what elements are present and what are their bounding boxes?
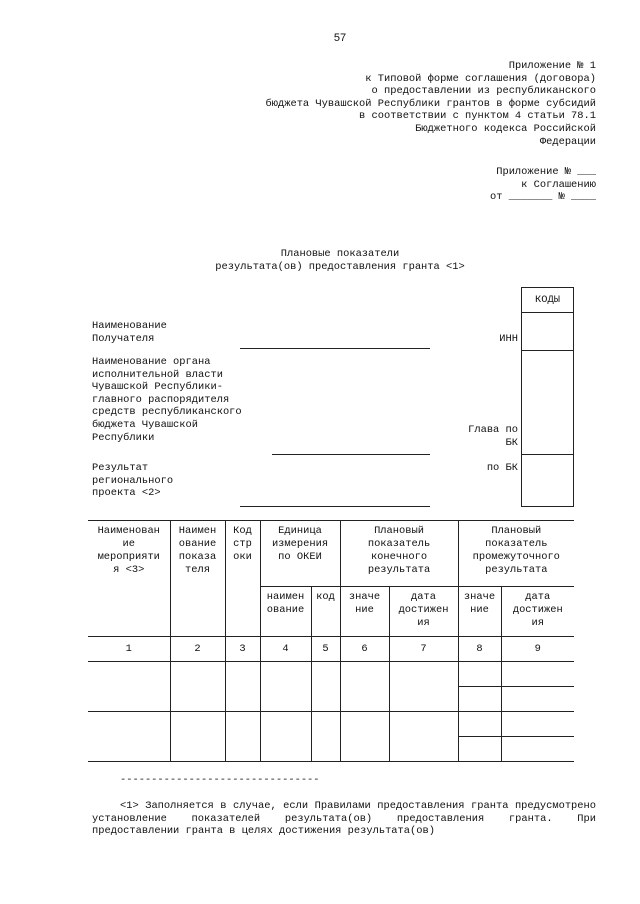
table-cell[interactable]: [225, 662, 260, 712]
label-line: Республики: [92, 431, 155, 444]
table-cell[interactable]: [458, 737, 501, 762]
document-title: [160, 248, 520, 273]
appendix-line: к Типовой форме соглашения (договора): [365, 72, 596, 85]
header-line: показа: [178, 551, 217, 563]
header-line: Единица: [278, 525, 322, 537]
by-bk-label: по БК: [486, 462, 518, 474]
header-line: показатель: [485, 538, 548, 550]
footnote-1: [92, 800, 596, 838]
table-cell[interactable]: [170, 712, 225, 762]
header-line: Плановый: [491, 525, 542, 537]
header-row-code: [225, 521, 260, 637]
table-cell[interactable]: [340, 662, 389, 712]
appendix-line: Приложение № 1: [508, 60, 596, 72]
table-cell[interactable]: [501, 687, 574, 712]
column-number: 7: [389, 637, 458, 662]
header-line: ие: [122, 538, 135, 550]
table-cell[interactable]: [260, 662, 311, 712]
codes-header: КОДЫ: [535, 294, 560, 306]
column-number: 2: [170, 637, 225, 662]
header-line: ия: [417, 617, 430, 629]
column-number: 3: [225, 637, 260, 662]
label-line: проекта <2>: [92, 487, 161, 500]
column-number: 9: [501, 637, 574, 662]
header-interim-date: [501, 587, 574, 637]
appendix-line: бюджета Чувашской Республики грантов в форме субсидий: [265, 97, 596, 110]
codes-box: [521, 287, 574, 507]
result-underline: [240, 506, 430, 507]
title-line: Плановые показатели: [280, 248, 400, 260]
header-line: Наимен: [178, 525, 217, 537]
inn-label: ИНН: [499, 333, 518, 345]
agreement-header: [296, 166, 596, 204]
footnote-text: <1> Заполняется в случае, если Правилами предоставления гранта предусмотрено установление показателей результата(ов) предоставления гранта. При предоставлении гранта в целях достижения результата(ов): [92, 800, 596, 838]
header-line: значе: [348, 591, 381, 603]
agreement-line: Приложение № ___: [496, 166, 596, 178]
table-cell[interactable]: [225, 712, 260, 762]
column-number: 5: [311, 637, 340, 662]
header-final-result: [340, 521, 458, 587]
header-line: ия: [531, 617, 545, 629]
header-unit-name: [260, 587, 311, 637]
column-number: 8: [458, 637, 501, 662]
appendix-line: Бюджетного кодекса Российской: [415, 122, 596, 135]
label-line: исполнительной власти: [92, 368, 223, 381]
authority-label: [92, 356, 242, 444]
column-number: 6: [340, 637, 389, 662]
header-line: дата: [411, 591, 436, 603]
header-unit-code: [311, 587, 340, 637]
table-cell[interactable]: [88, 712, 170, 762]
header-interim-value: [458, 587, 501, 637]
header-line: результата: [485, 564, 548, 576]
header-line: дата: [525, 591, 551, 603]
header-line: показатель: [367, 538, 431, 550]
header-interim-result: [458, 521, 574, 587]
header-line: мероприяти: [97, 551, 160, 563]
header-line: ние: [355, 604, 374, 616]
header-indicator: [170, 521, 225, 637]
header-unit: [260, 521, 340, 587]
table-cell[interactable]: [389, 712, 458, 762]
header-line: достижен: [512, 604, 563, 616]
label-line: Получателя: [92, 332, 155, 345]
header-line: я <3>: [113, 564, 145, 576]
header-line: промежуточного: [472, 551, 560, 563]
table-cell[interactable]: [311, 662, 340, 712]
table-cell[interactable]: [170, 662, 225, 712]
table-cell[interactable]: [501, 737, 574, 762]
recipient-underline: [240, 348, 430, 349]
table-cell[interactable]: [458, 712, 501, 737]
title-line: результата(ов) предоставления гранта <1>: [215, 260, 465, 273]
header-line: Код: [233, 525, 252, 537]
table-cell[interactable]: [88, 662, 170, 712]
agreement-line: от _______ № ____: [489, 191, 596, 204]
label-line: Наименование: [92, 320, 167, 332]
appendix-line: о предоставлении из республиканского: [371, 85, 596, 98]
header-line: оки: [233, 551, 252, 563]
column-number: 4: [260, 637, 311, 662]
header-line: Наименован: [97, 525, 160, 537]
codes-row-divider: [522, 454, 573, 455]
label-line: БК: [505, 436, 518, 449]
authority-underline: [272, 454, 430, 455]
appendix-line: в соответствии с пунктом 4 статьи 78.1: [359, 110, 596, 123]
label-line: Результат: [92, 462, 149, 474]
table-cell[interactable]: [458, 662, 501, 687]
table-cell[interactable]: [260, 712, 311, 762]
label-line: средств республиканского: [92, 406, 242, 419]
table-cell[interactable]: [501, 712, 574, 737]
header-line: теля: [185, 564, 210, 576]
column-number: 1: [88, 637, 170, 662]
table-cell[interactable]: [340, 712, 389, 762]
header-final-value: [340, 587, 389, 637]
header-line: конечного: [370, 551, 428, 563]
result-label: [92, 462, 173, 500]
header-line: достижен: [398, 604, 449, 616]
table-cell[interactable]: [389, 662, 458, 712]
header-line: результата: [367, 564, 431, 576]
indicators-table: [88, 520, 574, 762]
label-line: главного распорядителя: [92, 393, 230, 406]
table-cell[interactable]: [311, 712, 340, 762]
label-line: Наименование органа: [92, 356, 211, 368]
appendix-header: [176, 60, 596, 148]
label-line: бюджета Чувашской: [92, 418, 199, 431]
table-cell[interactable]: [458, 687, 501, 712]
header-line: код: [316, 591, 335, 603]
appendix-line: Федерации: [539, 135, 596, 148]
codes-row-divider: [522, 312, 573, 313]
header-line: наимен: [266, 591, 305, 603]
header-line: ование: [178, 538, 217, 550]
header-line: значе: [463, 591, 496, 603]
header-line: измерения: [271, 538, 329, 550]
codes-row-divider: [522, 350, 573, 351]
chapter-bk-label: [468, 424, 518, 449]
table-cell[interactable]: [501, 662, 574, 687]
header-line: Плановый: [374, 525, 424, 537]
header-line: стр: [233, 538, 252, 550]
label-line: регионального: [92, 474, 174, 487]
recipient-label: [92, 320, 167, 345]
label-line: Глава по: [468, 424, 518, 436]
header-line: по ОКЕИ: [278, 551, 322, 563]
page-number: 57: [333, 32, 347, 44]
header-line: ование: [266, 604, 305, 616]
label-line: Чувашской Республики-: [92, 381, 223, 394]
header-event: [88, 521, 170, 637]
footnote-separator: --------------------------------: [120, 774, 320, 786]
agreement-line: к Соглашению: [521, 178, 596, 191]
header-final-date: [389, 587, 458, 637]
header-line: ние: [470, 604, 489, 616]
